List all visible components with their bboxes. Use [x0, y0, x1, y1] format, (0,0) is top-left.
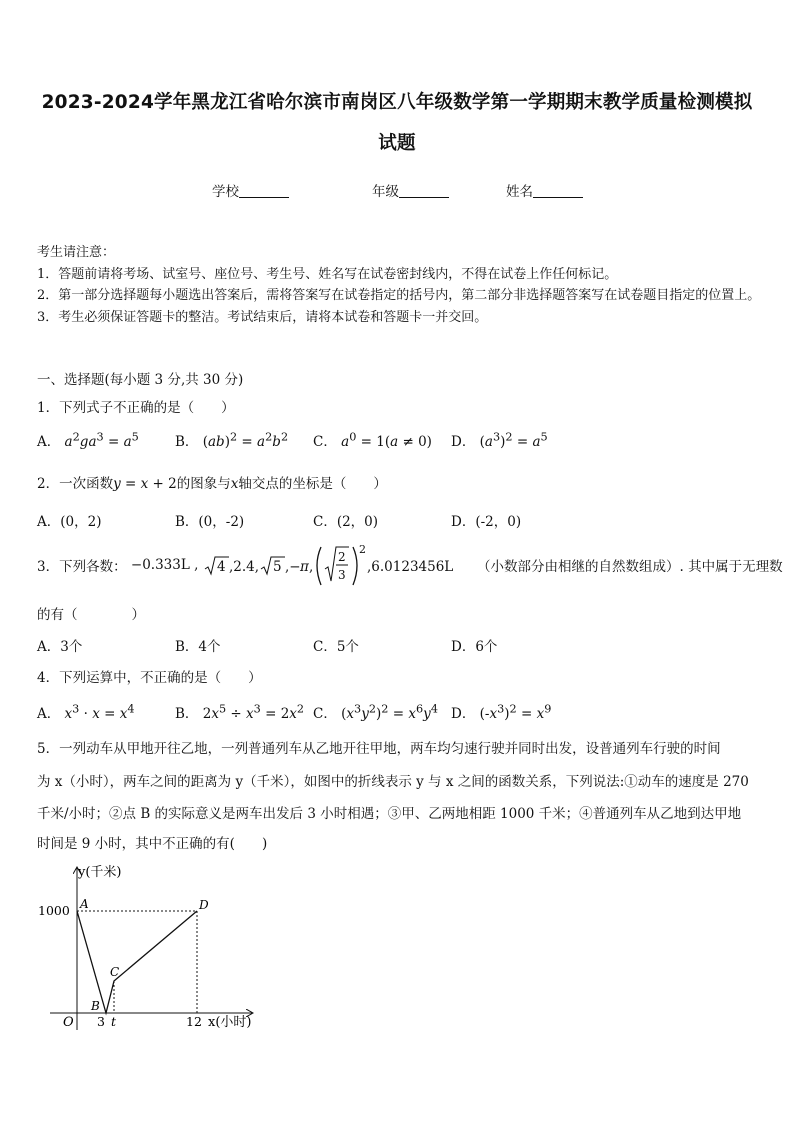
x-tick-t: t	[111, 1014, 117, 1029]
q3-option-d[interactable]: D．6个	[451, 639, 498, 655]
school-field[interactable]	[212, 180, 289, 200]
svg-text:4: 4	[216, 559, 226, 575]
q1-option-a[interactable]: A． $a^2ga^3 = a^5$	[37, 430, 139, 450]
y-tick-label: 1000	[38, 903, 70, 918]
notice-item: 2．第一部分选择题每小题选出答案后，需将答案写在试卷指定的括号内，第二部分非选择题答案写在试卷题目指定的位置上。	[37, 288, 761, 303]
svg-text:π: π	[299, 559, 309, 575]
q4-option-d[interactable]: D． $(-x^3)^2 = x^9$	[451, 702, 552, 722]
q3-stem-line2: 的有（ ）	[37, 607, 145, 623]
q1-option-b[interactable]: B． $(ab)^2 = a^2b^2$	[175, 430, 289, 450]
q3-option-a[interactable]: A．3个	[37, 639, 83, 655]
svg-text:,6.0123456L: ,6.0123456L	[366, 559, 453, 575]
q3-option-b[interactable]: B．4个	[175, 639, 221, 655]
y-axis-label: y(千米)	[78, 865, 122, 880]
point-label-d: D	[199, 898, 209, 912]
q5-stem-line3: 千米/小时；②点 B 的实际意义是两车出发后 3 小时相遇；③甲、乙两地相距 1000 千米；④普通列车从乙地到达甲地	[37, 806, 742, 822]
q5-stem-line1: 5．一列动车从甲地开往乙地，一列普通列车从乙地开往甲地，两车均匀速行驶并同时出发，设普通列车行驶的时间	[37, 741, 721, 757]
svg-text:2: 2	[358, 543, 366, 556]
notice-item: 3．考生必须保证答题卡的整洁。考试结束后，请将本试卷和答题卡一并交回。	[37, 309, 488, 325]
page-title-line2: 试题	[378, 133, 416, 154]
q4-option-a[interactable]: A． $x^3 \cdot x = x^4$	[37, 702, 135, 722]
q1-option-c[interactable]: C． $a^0 = 1(a \ne 0)$	[313, 430, 432, 450]
q2-option-b[interactable]: B．(0，-2)	[175, 514, 245, 530]
grade-blank[interactable]	[399, 183, 449, 198]
svg-text:3: 3	[337, 568, 346, 582]
notice-item: 1．答题前请将考场、试室号、座位号、考生号、姓名写在试卷密封线内，不得在试卷上作任何标记。	[37, 266, 618, 282]
q2-stem: 2．一次函数y = x + 2的图象与x轴交点的坐标是（ ）	[37, 476, 387, 492]
q3-stem: 3．下列各数： −0.333L , 4 ,2.4, 5 ,− π , 2 3 2 ,6.0123456L （小数部分由相继的自然数组成）. 其中属于无理数	[37, 543, 783, 587]
x-tick-3: 3	[97, 1014, 105, 1029]
q4-option-c[interactable]: C． $(x^3y^2)^2 = x^6y^4$	[313, 702, 438, 722]
page-title: 2023-2024学年黑龙江省哈尔滨市南岗区八年级数学第一学期期末教学质量检测模拟	[41, 92, 753, 113]
x-tick-12: 12	[186, 1014, 202, 1029]
grade-label: 年级	[372, 184, 399, 200]
q5-stem-line4: 时间是 9 小时，其中不正确的有( )	[37, 836, 268, 852]
origin-label: O	[63, 1015, 74, 1030]
distance-polyline	[77, 911, 197, 1013]
q5-stem-line2: 为 x（小时），两车之间的距离为 y（千米），如图中的折线表示 y 与 x 之间的函数关系，下列说法:①动车的速度是 270	[37, 774, 749, 790]
q2-option-a[interactable]: A．(0，2)	[37, 514, 102, 530]
q3-number-list	[203, 543, 473, 587]
notice-heading: 考生请注意：	[37, 245, 116, 260]
name-label: 姓名	[506, 184, 533, 200]
grade-field[interactable]	[372, 180, 449, 200]
q2-option-d[interactable]: D．(-2，0)	[451, 514, 522, 530]
x-axis-label: x(小时)	[208, 1015, 252, 1030]
svg-text:2: 2	[337, 550, 346, 564]
school-label: 学校	[212, 184, 239, 200]
svg-text:,: ,	[308, 559, 313, 575]
q2-option-c[interactable]: C．(2，0)	[313, 514, 379, 530]
point-label-b: B	[91, 999, 100, 1013]
q1-option-d[interactable]: D． $(a^3)^2 = a^5$	[451, 430, 548, 450]
q4-stem: 4．下列运算中，不正确的是（ ）	[37, 670, 262, 686]
svg-text:5: 5	[272, 559, 282, 575]
q5-function-graph	[30, 858, 270, 1038]
q3-option-c[interactable]: C．5个	[313, 639, 359, 655]
svg-text:,−: ,−	[284, 559, 301, 575]
q4-option-b[interactable]: B． $2x^5 \div x^3 = 2x^2$	[175, 702, 305, 722]
section-heading: 一、选择题(每小题 3 分,共 30 分)	[37, 372, 244, 388]
school-blank[interactable]	[239, 183, 289, 198]
q1-stem: 1．下列式子不正确的是（ ）	[37, 400, 235, 416]
point-label-c: C	[110, 965, 120, 979]
name-blank[interactable]	[533, 183, 583, 198]
exam-notice	[37, 242, 762, 328]
point-label-a: A	[80, 897, 89, 911]
svg-text:,2.4,: ,2.4,	[228, 559, 259, 575]
name-field[interactable]	[506, 180, 583, 200]
